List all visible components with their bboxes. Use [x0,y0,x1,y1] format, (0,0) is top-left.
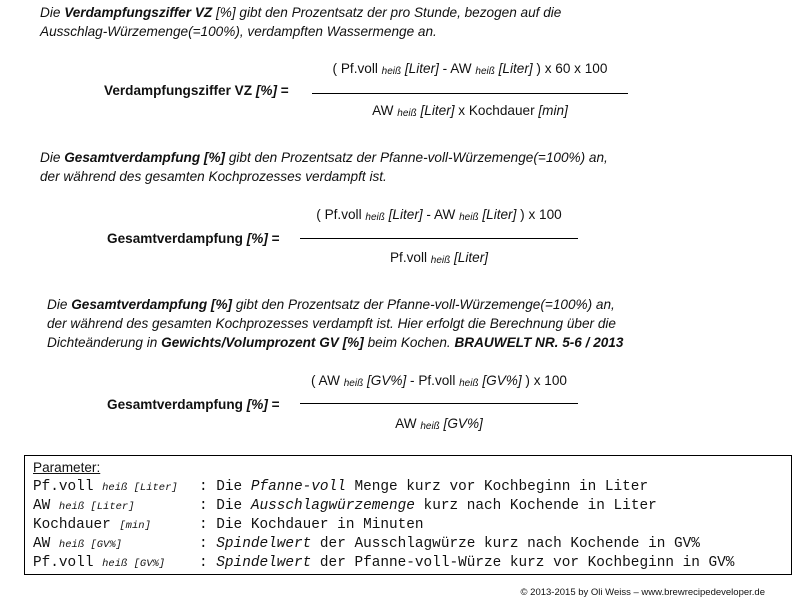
gv-formula-numerator: ( Pf.voll heiß [Liter] - AW heiß [Liter] ) x 100 [316,207,562,223]
gesamtverdampfung-term-2: Gesamtverdampfung [%] [71,297,233,312]
gv-formula-denominator: Pf.voll heiß [Liter] [389,250,489,266]
parameter-row-aw-liter: AW heiß [Liter] : Die Ausschlagwürzemenge kurz nach Kochende in Liter [33,498,657,514]
vz-description-line1: Die Verdampfungsziffer VZ [%] gibt den Prozentsatz der pro Stunde, bezogen auf die [40,5,562,20]
parameter-term: Pf.voll heiß [GV%] [33,555,166,571]
gv-dichte-formula-lhs: Gesamtverdampfung [%] = [107,397,280,412]
vz-formula-numerator: ( Pf.voll heiß [Liter] - AW heiß [Liter] ) x 60 x 100 [332,61,608,77]
parameter-row-kochdauer: Kochdauer [min] : Die Kochdauer in Minuten [33,517,424,533]
gv-formula-lhs: Gesamtverdampfung [%] = [107,231,280,246]
vz-formula-lhs: Verdampfungsziffer VZ [%] = [104,83,289,98]
gv-fraction-bar [300,238,578,239]
gesamtverdampfung-term: Gesamtverdampfung [%] [64,150,226,165]
gv-dichte-description-line3: Dichteänderung in Gewichts/Volumprozent GV [%] beim Kochen. BRAUWELT NR. 5-6 / 2013 [47,335,624,350]
parameter-row-aw-gv: AW heiß [GV%] : Spindelwert der Ausschlagwürze kurz nach Kochende in GV% [33,536,700,552]
parameter-term: AW heiß [GV%] [33,536,122,552]
vz-description-line2: Ausschlag-Würzemenge(=100%), verdampften Wassermenge an. [40,24,437,39]
vz-formula-denominator: AW heiß [Liter] x Kochdauer [min] [372,103,568,119]
gv-unit-term: Gewichts/Volumprozent GV [%] [161,335,364,350]
copyright-footer: © 2013-2015 by Oli Weiss – www.brewrecipedeveloper.de [520,587,765,598]
vz-fraction-bar [312,93,628,94]
parameter-term: AW heiß [Liter] [33,498,135,514]
gv-dichte-formula-denominator: AW heiß [GV%] [395,416,483,432]
gv-dichte-description-line2: der während des gesamten Kochprozesses verdampft ist. Hier erfolgt die Berechnung über die [47,316,616,331]
parameter-row-pfvoll-gv: Pf.voll heiß [GV%] : Spindelwert der Pfanne-voll-Würze kurz vor Kochbeginn in GV% [33,555,735,571]
parameter-term: Pf.voll heiß [Liter] [33,479,178,495]
gv-description-line1: Die Gesamtverdampfung [%] gibt den Prozentsatz der Pfanne-voll-Würzemenge(=100%) an, [40,150,608,165]
parameter-row-pfvoll-liter: Pf.voll heiß [Liter] : Die Pfanne-voll Menge kurz vor Kochbeginn in Liter [33,479,649,495]
gv-description-line2: der während des gesamten Kochprozesses verdampft ist. [40,169,387,184]
gv-dichte-description-line1: Die Gesamtverdampfung [%] gibt den Prozentsatz der Pfanne-voll-Würzemenge(=100%) an, [47,297,615,312]
parameter-title: Parameter: [33,460,101,475]
brauwelt-reference: BRAUWELT NR. 5-6 / 2013 [454,335,624,350]
gv-dichte-fraction-bar [300,403,578,404]
parameter-term: Kochdauer [min] [33,517,151,533]
vz-term: Verdampfungsziffer VZ [64,5,213,20]
gv-dichte-formula-numerator: ( AW heiß [GV%] - Pf.voll heiß [GV%] ) x 100 [311,373,567,389]
parameter-box [24,455,792,575]
